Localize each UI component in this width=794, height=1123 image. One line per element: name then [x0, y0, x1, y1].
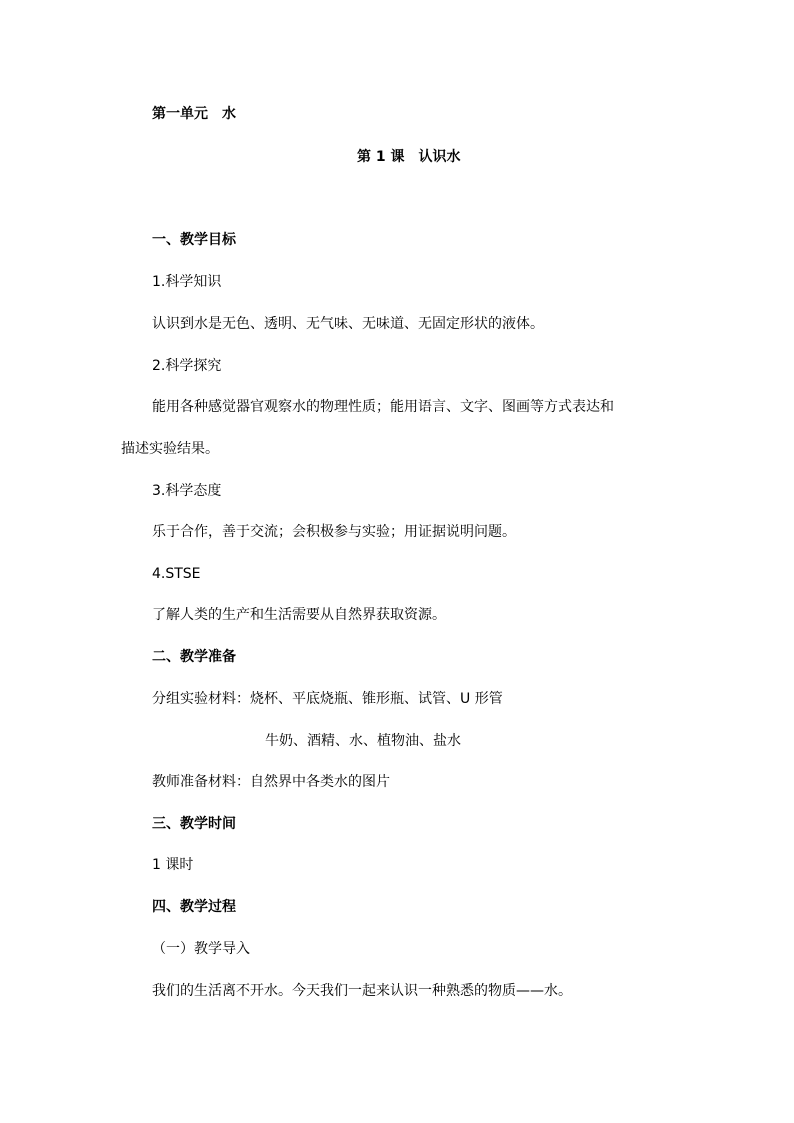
- goal-inquiry-text-line1: 能用各种感觉器官观察水的物理性质；能用语言、文字、图画等方式表达和: [152, 399, 614, 415]
- section-heading-process: 四、教学过程: [152, 899, 236, 915]
- prep-teacher-materials: 教师准备材料：自然界中各类水的图片: [152, 774, 390, 790]
- unit-title: 第一单元 水: [152, 106, 236, 122]
- section-heading-prep: 二、教学准备: [152, 649, 236, 665]
- section-heading-time: 三、教学时间: [152, 816, 236, 832]
- lesson-title: 第 1 课 认识水: [357, 149, 461, 165]
- process-intro-text: 我们的生活离不开水。今天我们一起来认识一种熟悉的物质——水。: [152, 983, 572, 999]
- process-intro-label: （一）教学导入: [152, 941, 250, 957]
- goal-stse-text: 了解人类的生产和生活需要从自然界获取资源。: [152, 607, 446, 623]
- goal-attitude-label: 3.科学态度: [152, 483, 222, 499]
- goal-attitude-text: 乐于合作，善于交流；会积极参与实验；用证据说明问题。: [152, 524, 516, 540]
- goal-knowledge-text: 认识到水是无色、透明、无气味、无味道、无固定形状的液体。: [152, 316, 544, 332]
- prep-group-materials-line2: 牛奶、酒精、水、植物油、盐水: [265, 733, 461, 749]
- prep-group-materials-line1: 分组实验材料：烧杯、平底烧瓶、锥形瓶、试管、U 形管: [152, 691, 503, 707]
- goal-knowledge-label: 1.科学知识: [152, 274, 222, 290]
- goal-stse-label: 4.STSE: [152, 566, 201, 582]
- time-text: 1 课时: [152, 857, 194, 873]
- goal-inquiry-label: 2.科学探究: [152, 358, 222, 374]
- section-heading-goals: 一、教学目标: [152, 232, 236, 248]
- goal-inquiry-text-line2: 描述实验结果。: [121, 441, 219, 457]
